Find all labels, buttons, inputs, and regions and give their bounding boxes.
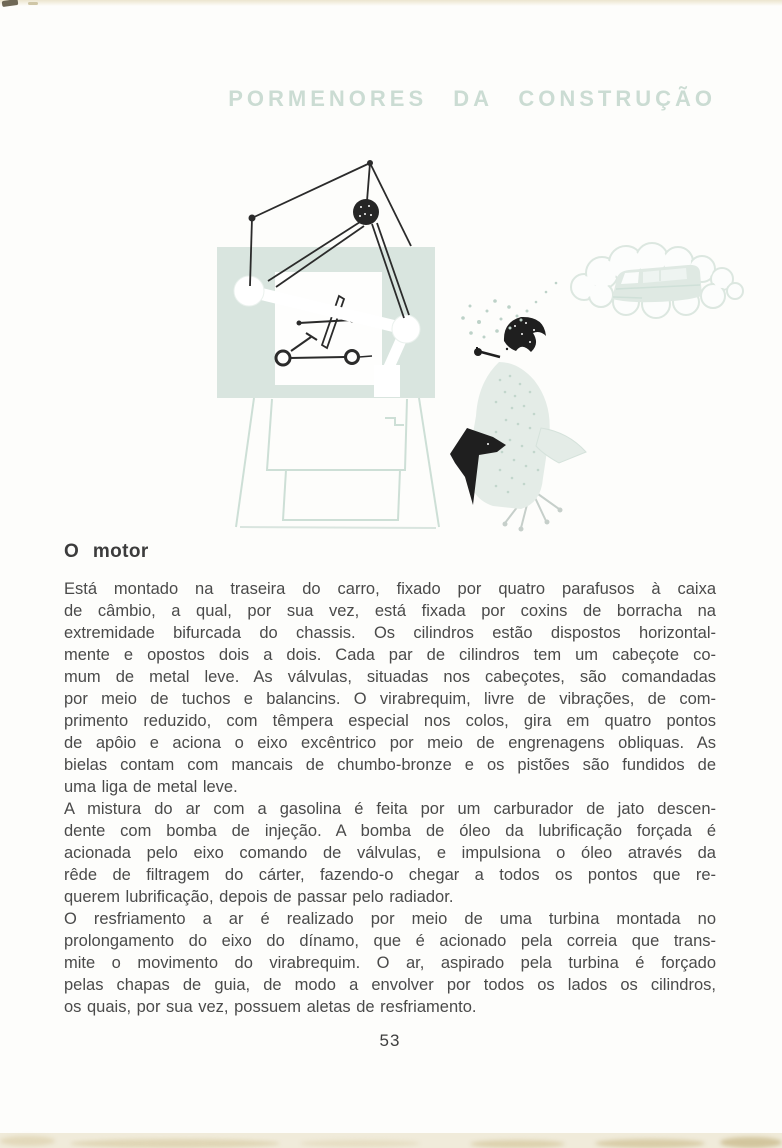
lamp-head [353, 199, 379, 225]
scan-artifact-blot [470, 1140, 565, 1148]
body-line: pelas chapas de guia, de modo a envolver por todos os lados os cilindros, [64, 976, 716, 994]
body-line: A mistura do ar com a gasolina é feita por um carburador de jato descen- [64, 800, 716, 818]
page-bottom-edge [0, 1133, 782, 1148]
thought-cloud [571, 243, 743, 318]
paragraph-2 [64, 798, 716, 908]
scan-artifact-blot [595, 1139, 705, 1148]
body-line: rêde de filtragem do cárter, fazendo-o chegar a todos os pontos que re- [64, 866, 716, 884]
body-line: bielas contam com mancais de chumbo-bronze e os pistões são fundidos de [64, 756, 716, 774]
page-number: 53 [379, 1031, 401, 1050]
body-line: O resfriamento a ar é realizado por meio de uma turbina montada no [64, 910, 716, 928]
page-title: PORMENORES DA CONSTRUÇÃO [228, 86, 716, 111]
body-line: mum de metal leve. As válvulas, situadas nos cabeçotes, são comandadas [64, 668, 716, 686]
body-line: mite o movimento do virabrequim. O ar, aspirado pela turbina é forçado [64, 954, 716, 972]
body-line: de câmbio, a qual, por sua vez, está fixada por coxins de borracha na [64, 602, 716, 620]
body-line: acionada pelo eixo comando de válvulas, e impulsiona o óleo através da [64, 844, 716, 862]
hair [504, 317, 546, 352]
article [64, 541, 716, 1018]
body-line: prolongamento do eixo do dínamo, que é acionado pela correia que trans- [64, 932, 716, 950]
scan-artifact-blot [0, 1136, 55, 1146]
body-line: por meio de tuchos e balancins. O virabrequim, livre de vibrações, de com- [64, 690, 716, 708]
body-line: extremidade bifurcada do chassis. Os cilindros estão dispostos horizontal- [64, 624, 716, 642]
body-line: querem lubrificação, depois de passar pelo radiador. [64, 888, 454, 906]
scan-artifact-blot [300, 1140, 420, 1147]
body-line: primento reduzido, com têmpera especial nos colos, gira em quatro pontos [64, 712, 716, 730]
body-line: os quais, por sua vez, possuem aletas de resfriamento. [64, 998, 477, 1016]
body-line: de apôio e aciona o eixo excêntrico por meio de engrenagens obliquas. As [64, 734, 716, 752]
section-heading: O motor [64, 541, 149, 562]
scan-artifact-blot [720, 1137, 782, 1148]
smoking-pipe [474, 347, 500, 357]
paragraph-3 [64, 908, 716, 1018]
body-line: mente e opostos dois a dois. Cada par de cilindros tem um cabeçote co- [64, 646, 716, 664]
scan-artifact-blot [70, 1139, 280, 1148]
paragraph-1 [64, 578, 716, 798]
designer-figure [450, 282, 586, 532]
easel-stand [236, 398, 439, 528]
body-line: uma liga de metal leve. [64, 778, 238, 796]
body-line: Está montado na traseira do carro, fixado por quatro parafusos à caixa [64, 580, 716, 598]
eye [506, 348, 508, 350]
body-line: dente com bomba de injeção. A bomba de óleo da lubrificação forçada é [64, 822, 716, 840]
